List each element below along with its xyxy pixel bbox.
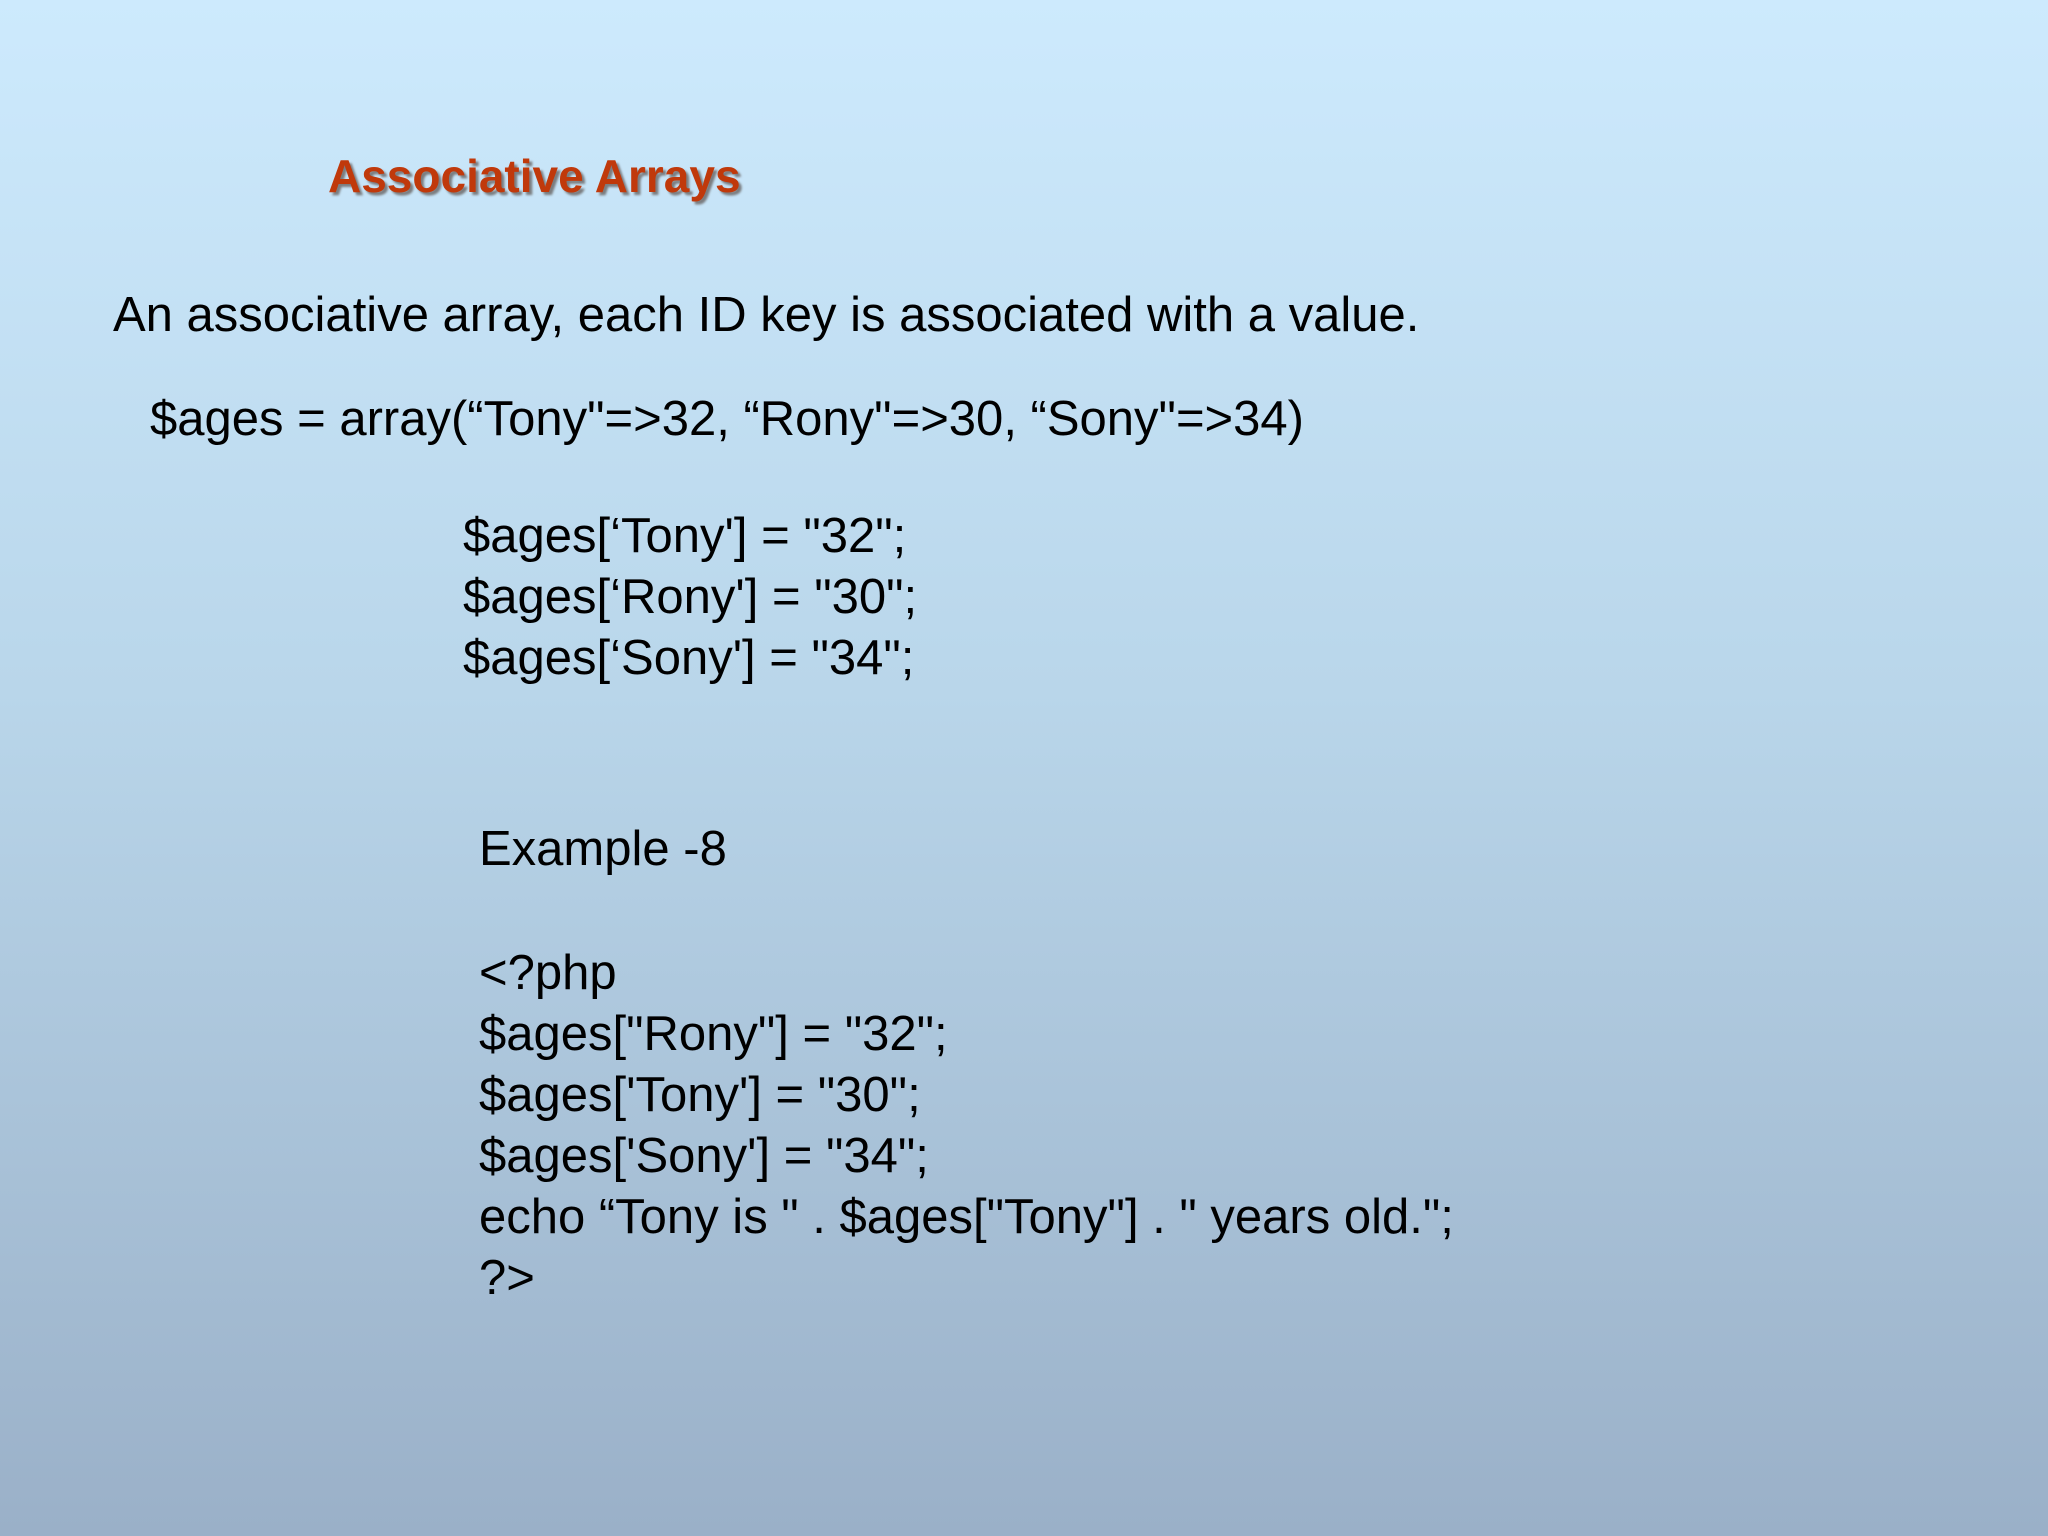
- code-line: ?>: [479, 1251, 535, 1305]
- array-definition-line: $ages = array(“Tony"=>32, “Rony"=>30, “Sony"=>34): [150, 392, 1304, 446]
- assignment-block: [463, 506, 917, 689]
- code-line: $ages['Tony'] = "30";: [479, 1068, 921, 1122]
- assignment-line: $ages[‘Rony'] = "30";: [463, 570, 918, 624]
- code-line: $ages["Rony"] = "32";: [479, 1007, 948, 1061]
- assignment-line: $ages[‘Sony'] = "34";: [463, 631, 915, 685]
- code-line: <?php: [479, 946, 617, 1000]
- assignment-line: $ages[‘Tony'] = "32";: [463, 509, 907, 563]
- example-code-block: [479, 943, 1454, 1309]
- example-label: Example -8: [479, 822, 727, 876]
- code-line: $ages['Sony'] = "34";: [479, 1129, 929, 1183]
- slide-title: Associative Arrays: [328, 150, 741, 202]
- code-line: echo “Tony is " . $ages["Tony"] . " years old.";: [479, 1190, 1454, 1244]
- intro-text: An associative array, each ID key is associated with a value.: [113, 288, 1420, 342]
